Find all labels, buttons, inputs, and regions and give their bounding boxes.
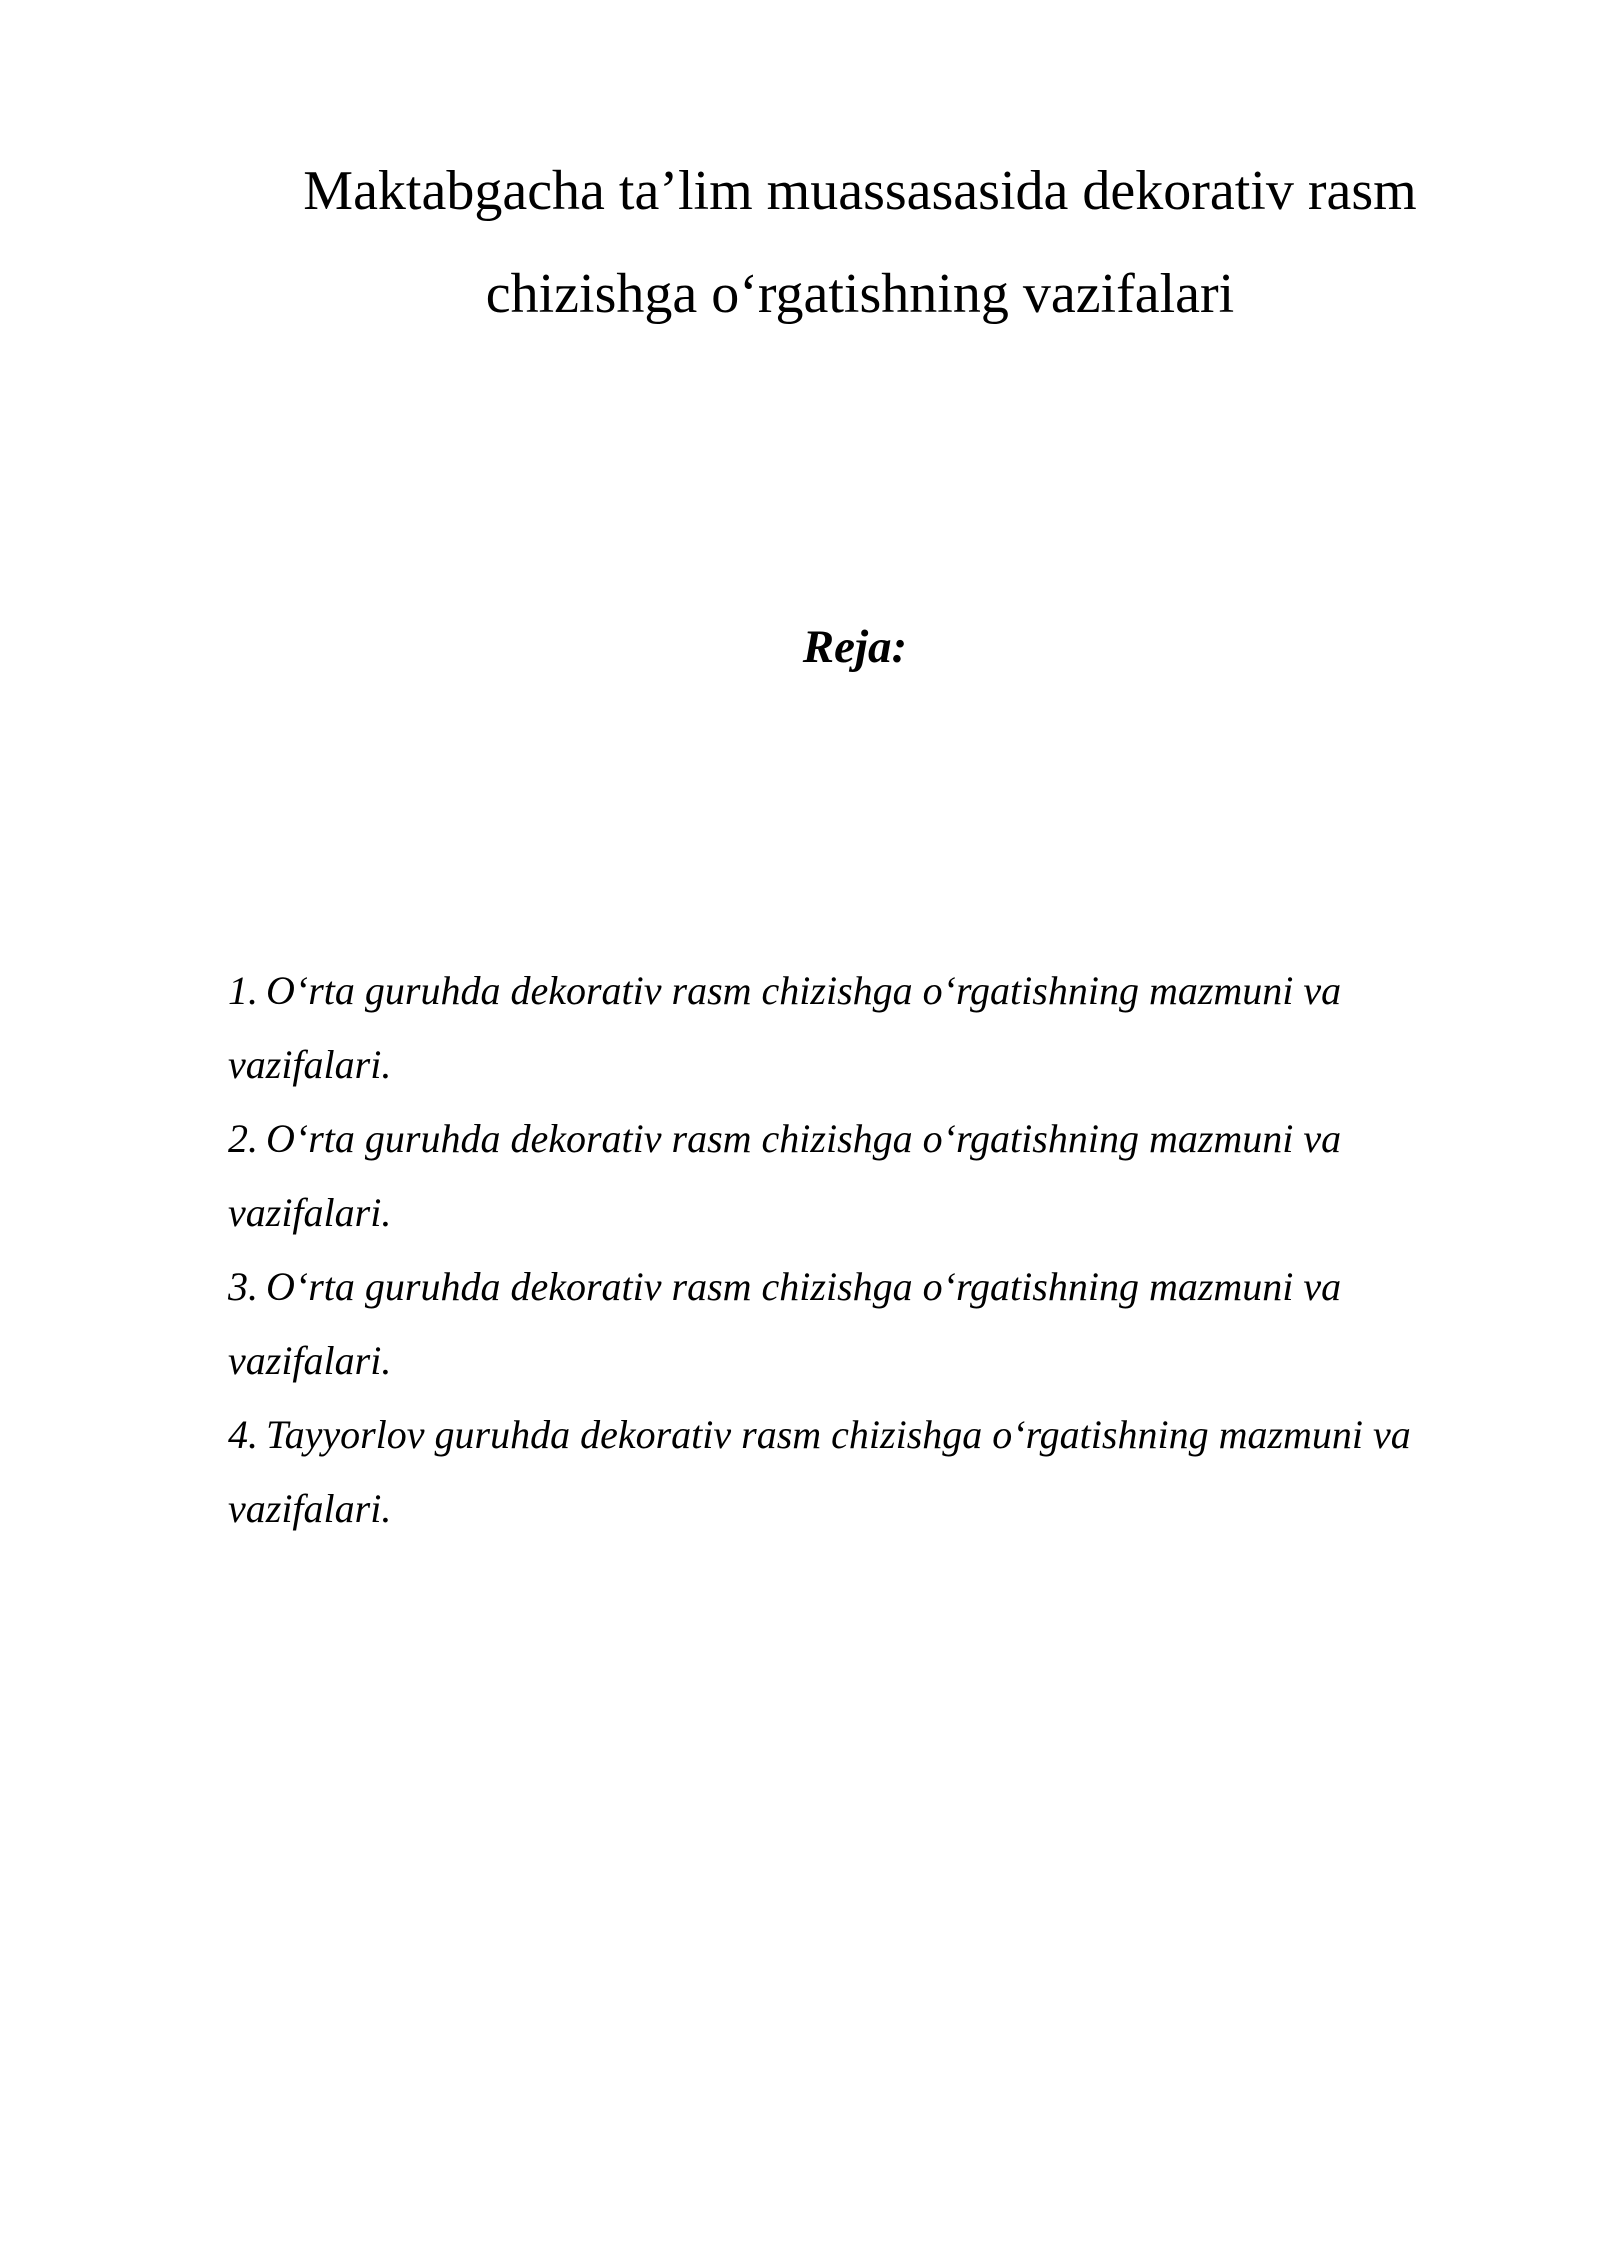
plan-item-text: Tayyorlov guruhda dekorativ rasm chizishga o‘rgatishning mazmuni va vazifalari. — [228, 1412, 1411, 1531]
plan-item — [228, 954, 1468, 1102]
document-title-line-1: Maktabgacha ta’lim muassasasida dekorativ rasm — [303, 160, 1417, 222]
plan-list — [228, 954, 1468, 1546]
plan-item-number: 2. — [228, 1116, 258, 1161]
document-title — [200, 140, 1520, 346]
plan-item-text: O‘rta guruhda dekorativ rasm chizishga o‘rgatishning mazmuni va vazifalari. — [228, 968, 1342, 1087]
plan-item-number: 3. — [228, 1264, 258, 1309]
plan-item-text: O‘rta guruhda dekorativ rasm chizishga o‘rgatishning mazmuni va vazifalari. — [228, 1116, 1342, 1235]
plan-item — [228, 1250, 1468, 1398]
document-title-line-2: chizishga o‘rgatishning vazifalari — [485, 263, 1235, 325]
plan-item — [228, 1102, 1468, 1250]
plan-item-number: 1. — [228, 968, 258, 1013]
plan-heading: Reja: — [802, 621, 908, 673]
plan-item — [228, 1398, 1468, 1546]
plan-item-number: 4. — [228, 1412, 258, 1457]
plan-item-text: O‘rta guruhda dekorativ rasm chizishga o‘rgatishning mazmuni va vazifalari. — [228, 1264, 1342, 1383]
